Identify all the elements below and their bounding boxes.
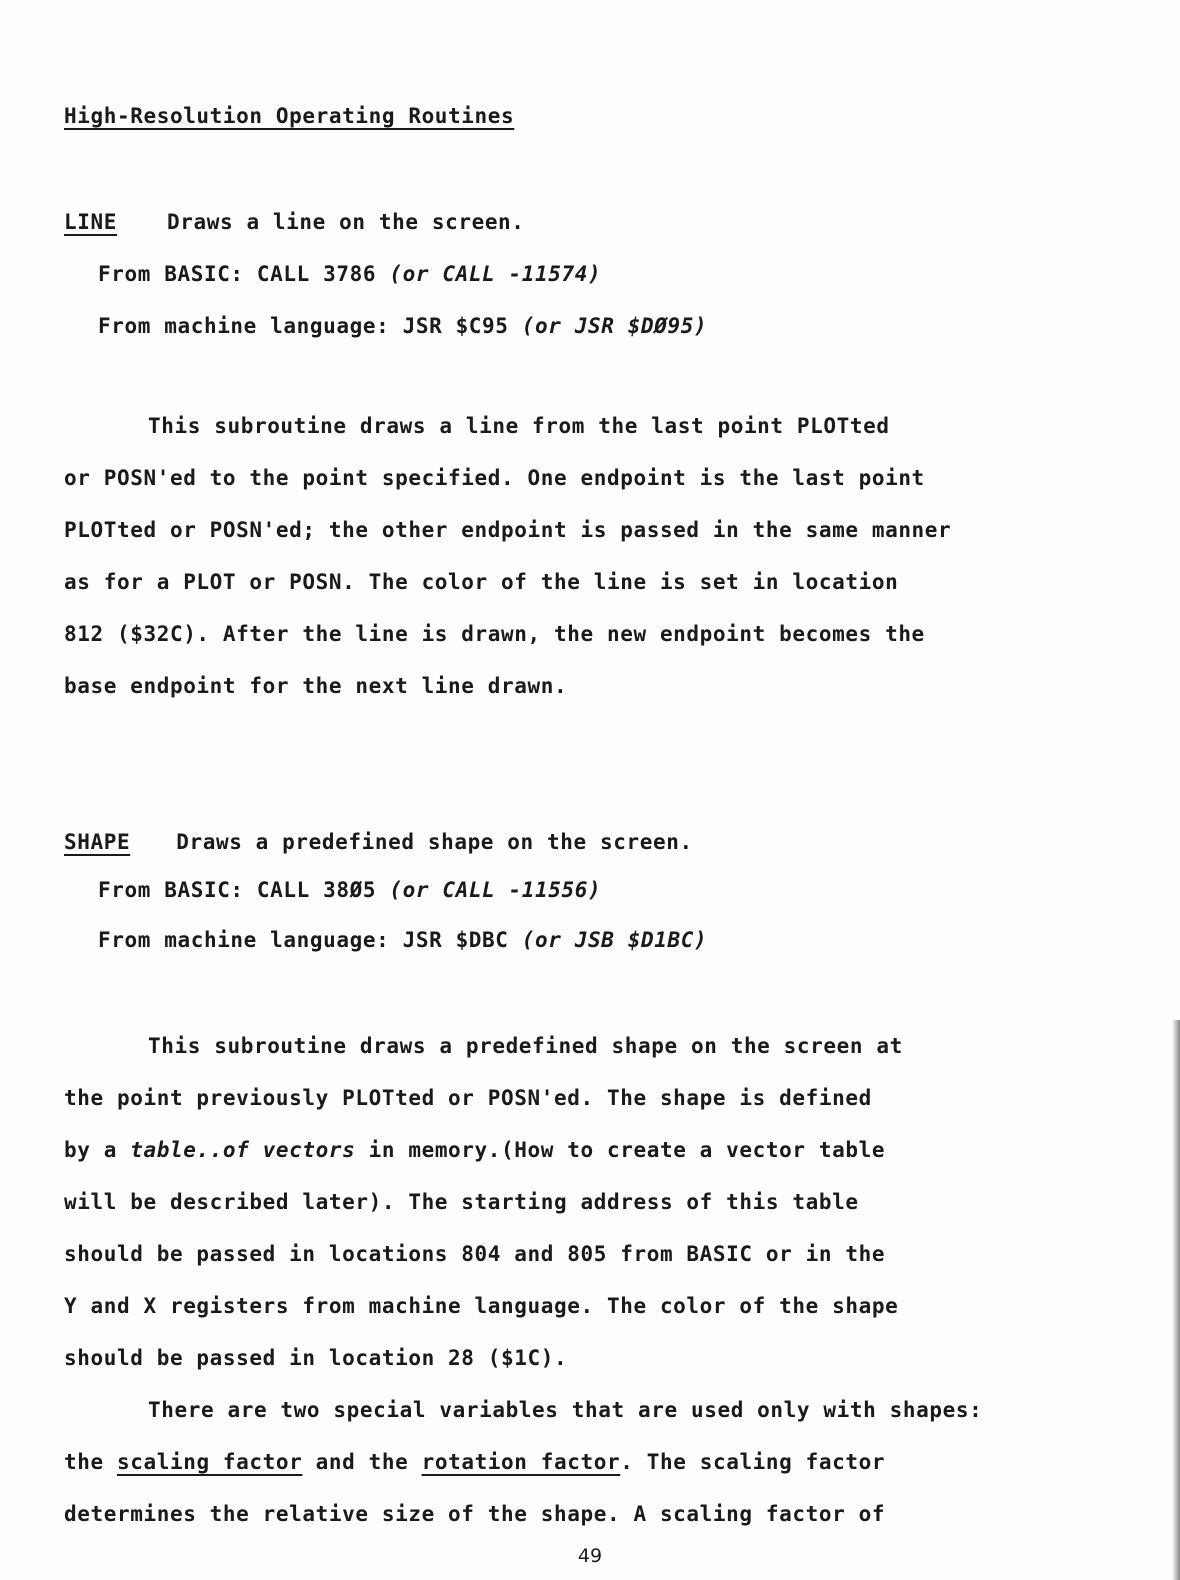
shape-para-fragment: and the xyxy=(302,1450,422,1474)
page-heading: High-Resolution Operating Routines xyxy=(64,104,515,128)
shape-basic-call-text: From BASIC: CALL 38Ø5 xyxy=(98,878,390,902)
shape-routine-title xyxy=(64,830,693,854)
line-basic-call-alt: (or CALL -11574) xyxy=(389,262,602,286)
shape-para-line: will be described later). The starting address of this table xyxy=(64,1190,859,1214)
shape-para-fragment: by a xyxy=(64,1138,131,1162)
shape-para-line xyxy=(64,1138,885,1162)
shape-ml-call-text: From machine language: JSR $DBC xyxy=(98,928,522,952)
line-routine-name: LINE xyxy=(64,210,117,234)
vector-table-term: table..of vectors xyxy=(130,1138,356,1162)
shape-ml-call xyxy=(98,928,707,952)
scaling-factor-term: scaling factor xyxy=(116,1450,303,1474)
line-basic-call-text: From BASIC: CALL 3786 xyxy=(98,262,390,286)
line-para-line: base endpoint for the next line drawn. xyxy=(64,674,568,698)
line-ml-call xyxy=(98,314,707,338)
shape-para-line xyxy=(64,1450,885,1474)
shape-basic-call-alt: (or CALL -11556) xyxy=(389,878,602,902)
line-para-line: as for a PLOT or POSN. The color of the line is set in location xyxy=(64,570,899,594)
line-basic-call xyxy=(98,262,601,286)
line-para-line: This subroutine draws a line from the last point PLOTted xyxy=(148,414,890,438)
line-routine-desc: Draws a line on the screen. xyxy=(166,210,525,234)
shape-para-line: should be passed in location 28 ($1C). xyxy=(64,1346,568,1370)
shape-para-fragment: . The scaling factor xyxy=(620,1450,886,1474)
shape-routine-desc: Draws a predefined shape on the screen. xyxy=(176,830,693,854)
scan-shadow xyxy=(1172,1020,1180,1580)
line-para-line: PLOTted or POSN'ed; the other endpoint is passed in the same manner xyxy=(64,518,952,542)
shape-para-fragment: the xyxy=(64,1450,117,1474)
shape-para-line: the point previously PLOTted or POSN'ed. The shape is defined xyxy=(64,1086,872,1110)
line-ml-call-alt: (or JSR $DØ95) xyxy=(521,314,708,338)
line-routine-title xyxy=(64,210,525,234)
page-number: 49 xyxy=(577,1545,603,1567)
line-para-line: or POSN'ed to the point specified. One endpoint is the last point xyxy=(64,466,925,490)
shape-ml-call-alt: (or JSB $D1BC) xyxy=(521,928,708,952)
shape-para-line: should be passed in locations 804 and 805 from BASIC or in the xyxy=(64,1242,886,1266)
shape-para-line: determines the relative size of the shape. A scaling factor of xyxy=(64,1502,886,1526)
shape-para-line: This subroutine draws a predefined shape on the screen at xyxy=(148,1034,903,1058)
line-ml-call-text: From machine language: JSR $C95 xyxy=(98,314,522,338)
shape-para-fragment: in memory.(How to create a vector table xyxy=(355,1138,886,1162)
shape-basic-call xyxy=(98,878,601,902)
line-para-line: 812 ($32C). After the line is drawn, the new endpoint becomes the xyxy=(64,622,925,646)
shape-routine-name: SHAPE xyxy=(64,830,131,854)
shape-para-line: There are two special variables that are used only with shapes: xyxy=(148,1398,983,1422)
shape-para-line: Y and X registers from machine language. The color of the shape xyxy=(64,1294,899,1318)
rotation-factor-term: rotation factor xyxy=(421,1450,621,1474)
